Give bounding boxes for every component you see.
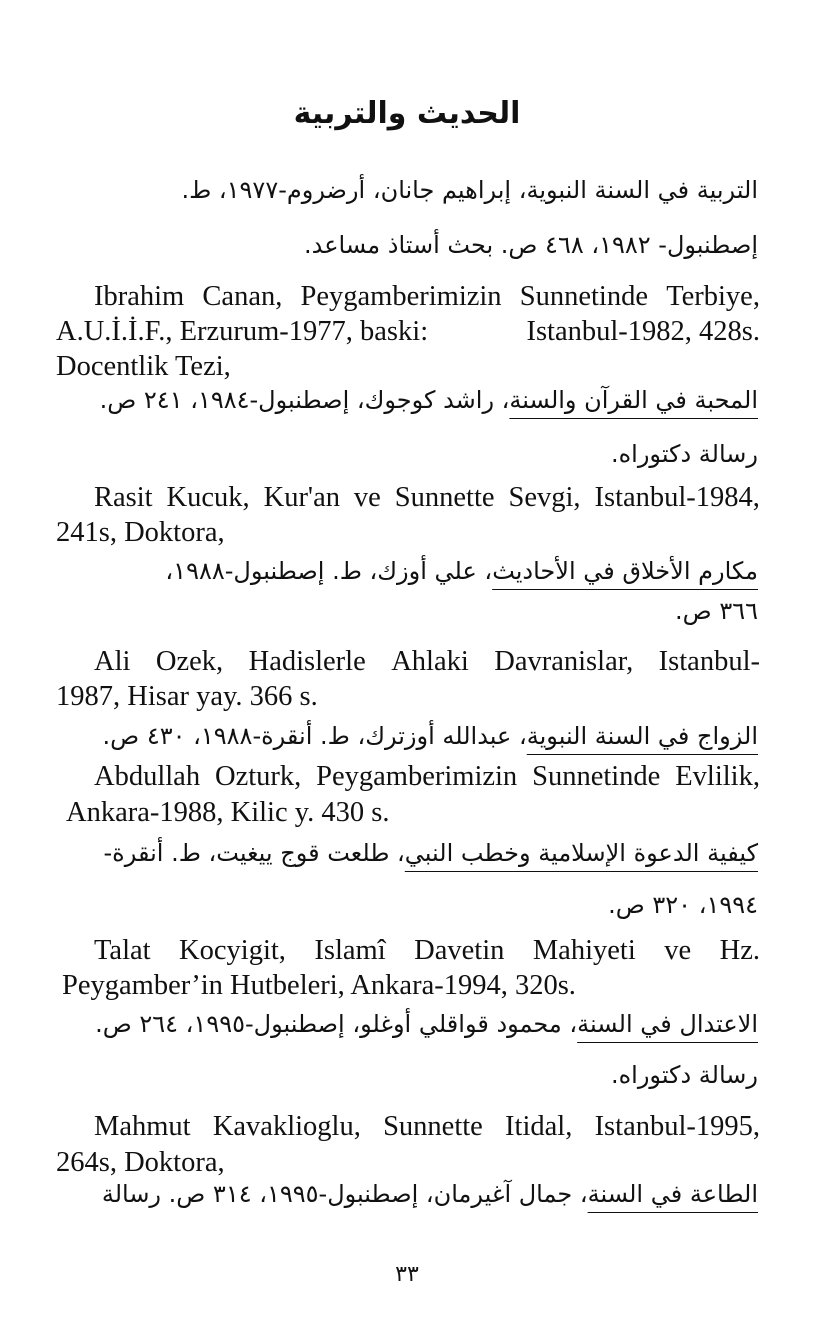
word: ve [664, 935, 692, 966]
entry-3-arabic-line-2: ٣٦٦ ص. [675, 597, 758, 625]
word: Kocyigit, [179, 935, 286, 966]
entry-5-arabic-line-1 [50, 839, 758, 867]
word: Istanbul-1984, [594, 482, 760, 513]
word: Islamî [314, 935, 386, 966]
word: Sunnette [394, 482, 495, 513]
citation-text: ، طلعت قوج ييغيت، ط. أنقرة- [103, 839, 405, 867]
word: Hadislerle [248, 646, 366, 677]
entry-4-english-line-1 [56, 760, 760, 794]
entry-6-arabic-line-1 [50, 1010, 758, 1038]
word: Hz. [719, 935, 760, 966]
entry-5-arabic-line-2: ١٩٩٤، ٣٢٠ ص. [608, 891, 758, 919]
word: Abdullah [94, 761, 201, 792]
citation-text: ، جمال آغيرمان، إصطنبول-١٩٩٥، ٣١٤ ص. رسالة [101, 1180, 588, 1208]
underlined-title: المحبة في القرآن والسنة [509, 386, 758, 414]
word: Canan, [202, 281, 283, 312]
entry-3-arabic-line-1 [50, 557, 758, 585]
entry-1-arabic-line-1: التربية في السنة النبوية، إبراهيم جانان، أرضروم-١٩٧٧، ط. [181, 176, 758, 204]
word: Kur'an [263, 482, 340, 513]
underlined-title: مكارم الأخلاق في الأحاديث [492, 557, 758, 585]
word: Evlilik, [675, 761, 760, 792]
word: Ibrahim [94, 281, 185, 312]
entry-2-english-line-2: 241s, Doktora, [56, 517, 225, 548]
text-segment: Istanbul-1982, 428s. [526, 316, 760, 347]
underlined-title: الطاعة في السنة [587, 1180, 758, 1208]
word: Istanbul-1995, [594, 1111, 760, 1142]
entry-6-arabic-line-2: رسالة دكتوراه. [610, 1061, 758, 1089]
underlined-title: الزواج في السنة النبوية [526, 722, 758, 750]
word: Sunnetinde [532, 761, 661, 792]
word: Kavaklioglu, [212, 1111, 361, 1142]
entry-4-english-line-2: Ankara-1988, Kilic y. 430 s. [66, 797, 390, 828]
word: Itidal, [505, 1111, 573, 1142]
word: Ali [94, 646, 131, 677]
citation-text: ، عبدالله أوزترك، ط. أنقرة-١٩٨٨، ٤٣٠ ص. [102, 722, 527, 750]
entry-2-arabic-line-1 [50, 386, 758, 414]
word: Peygamberimizin [316, 761, 518, 792]
entry-4-arabic-line-1 [50, 722, 758, 750]
word: Sunnetinde [519, 281, 648, 312]
word: Ozek, [155, 646, 224, 677]
underlined-title: الاعتدال في السنة [577, 1010, 758, 1038]
entry-2-arabic-line-2: رسالة دكتوراه. [610, 440, 758, 468]
entry-7-arabic-line-1 [50, 1180, 758, 1208]
page-title: الحديث والتربية [293, 96, 521, 131]
underlined-title: كيفية الدعوة الإسلامية وخطب النبي [404, 839, 758, 867]
word: Peygamberimizin [300, 281, 502, 312]
entry-6-english-line-1 [56, 1110, 760, 1144]
entry-1-english-line-2 [56, 315, 760, 349]
word: Mahmut [94, 1111, 191, 1142]
citation-text: ، علي أوزك، ط. إصطنبول-١٩٨٨، [165, 557, 493, 585]
entry-1-english-line-3: Docentlik Tezi, [56, 351, 231, 382]
word: Sunnette [383, 1111, 483, 1142]
word: Terbiye, [666, 281, 760, 312]
word: Davranislar, [494, 646, 634, 677]
word: Davetin [414, 935, 505, 966]
word: Rasit [94, 482, 153, 513]
citation-text: ، راشد كوجوك، إصطنبول-١٩٨٤، ٢٤١ ص. [99, 386, 510, 414]
page-number: ٣٣ [395, 1262, 419, 1287]
word: Istanbul- [658, 646, 760, 677]
entry-1-arabic-line-2: إصطنبول- ١٩٨٢، ٤٦٨ ص. بحث أستاذ مساعد. [304, 231, 758, 259]
entry-1-english-line-1 [56, 280, 760, 314]
text-segment: A.U.İ.İ.F., Erzurum-1977, baski: [56, 316, 429, 347]
entry-5-english-line-2: Peygamber’in Hutbeleri, Ankara-1994, 320s. [62, 970, 576, 1001]
entry-3-english-line-2: 1987, Hisar yay. 366 s. [56, 681, 318, 712]
entry-2-english-line-1 [56, 481, 760, 515]
word: Ozturk, [214, 761, 302, 792]
word: ve [353, 482, 381, 513]
word: Mahiyeti [532, 935, 636, 966]
word: Ahlaki [391, 646, 469, 677]
word: Kucuk, [166, 482, 250, 513]
entry-6-english-line-2: 264s, Doktora, [56, 1147, 225, 1178]
entry-3-english-line-1 [56, 645, 760, 679]
citation-text: ، محمود قواقلي أوغلو، إصطنبول-١٩٩٥، ٢٦٤ ص. [95, 1010, 578, 1038]
entry-5-english-line-1 [56, 934, 760, 968]
word: Talat [94, 935, 151, 966]
word: Sevgi, [508, 482, 581, 513]
